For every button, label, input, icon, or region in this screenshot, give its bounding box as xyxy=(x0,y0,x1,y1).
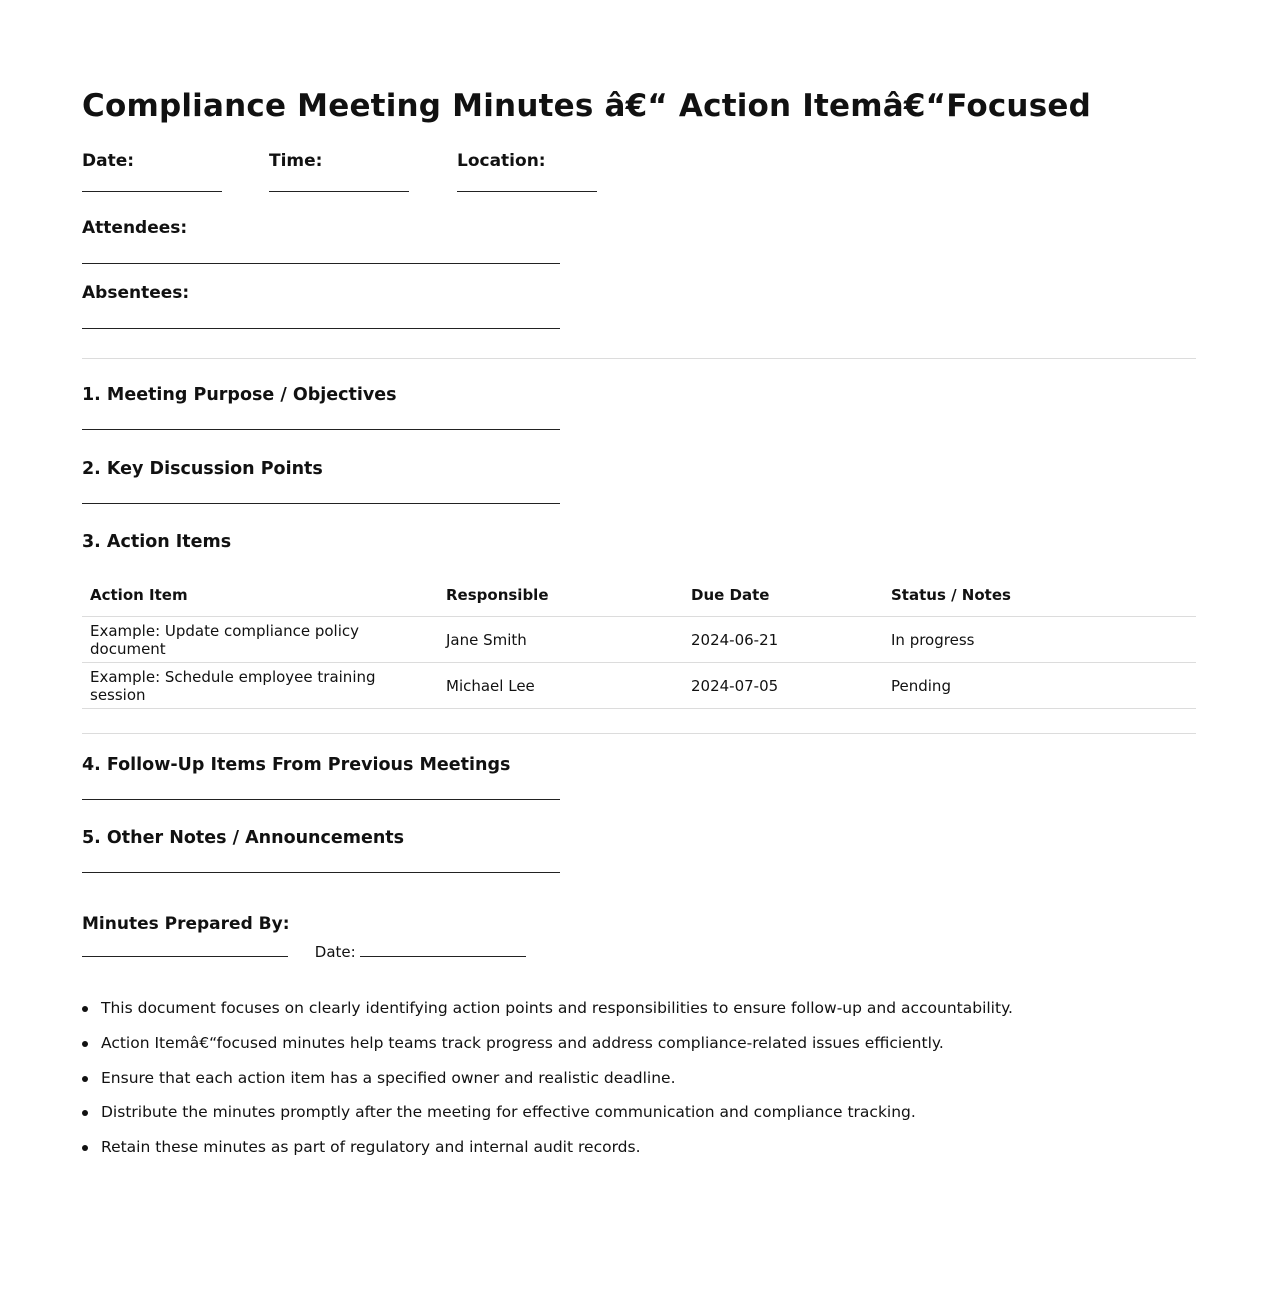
attendees-label: Attendees: xyxy=(82,218,188,238)
cell-status: In progress xyxy=(883,617,1196,663)
purpose-blank[interactable] xyxy=(82,429,560,430)
section-purpose-title: 1. Meeting Purpose / Objectives xyxy=(82,385,397,405)
list-item: Retain these minutes as part of regulatory and internal audit records. xyxy=(101,1136,1013,1171)
attendees-blank[interactable] xyxy=(82,263,560,264)
header-responsible: Responsible xyxy=(438,574,683,617)
bullet-icon xyxy=(82,1076,88,1082)
divider xyxy=(82,358,1196,359)
location-blank[interactable] xyxy=(457,191,597,192)
action-items-table xyxy=(82,574,1196,709)
bullet-icon xyxy=(82,1145,88,1151)
discussion-blank[interactable] xyxy=(82,503,560,504)
cell-due-date: 2024-06-21 xyxy=(683,617,883,663)
bullet-icon xyxy=(82,1006,88,1012)
page-title: Compliance Meeting Minutes â€“ Action Itemâ€“Focused xyxy=(82,88,1091,124)
table-row xyxy=(82,617,1196,663)
list-item: Ensure that each action item has a specified owner and realistic deadline. xyxy=(101,1067,1013,1102)
header-due-date: Due Date xyxy=(683,574,883,617)
cell-status: Pending xyxy=(883,663,1196,709)
location-label: Location: xyxy=(457,151,546,171)
absentees-blank[interactable] xyxy=(82,328,560,329)
cell-responsible: Jane Smith xyxy=(438,617,683,663)
section-discussion-title: 2. Key Discussion Points xyxy=(82,459,323,479)
cell-responsible: Michael Lee xyxy=(438,663,683,709)
divider xyxy=(82,733,1196,734)
attendees-field xyxy=(82,218,560,264)
bullet-icon xyxy=(82,1041,88,1047)
table-row xyxy=(82,663,1196,709)
section-action-items-title: 3. Action Items xyxy=(82,532,232,552)
notes-list xyxy=(82,997,1013,1171)
date-blank[interactable] xyxy=(82,191,222,192)
date-label: Date: xyxy=(82,151,135,171)
absentees-label: Absentees: xyxy=(82,283,190,303)
prepared-by-blank[interactable] xyxy=(82,956,288,957)
time-field xyxy=(269,151,409,192)
other-notes-blank[interactable] xyxy=(82,872,560,873)
section-follow-up xyxy=(82,755,560,800)
time-blank[interactable] xyxy=(269,191,409,192)
date-field xyxy=(82,151,222,192)
section-other-notes xyxy=(82,828,560,873)
cell-action-item: Example: Update compliance policy document xyxy=(82,617,438,663)
absentees-field xyxy=(82,283,560,329)
signature-date-blank[interactable] xyxy=(360,956,526,957)
signature-block xyxy=(82,914,526,961)
header-action-item: Action Item xyxy=(82,574,438,617)
cell-due-date: 2024-07-05 xyxy=(683,663,883,709)
header-status: Status / Notes xyxy=(883,574,1196,617)
cell-action-item: Example: Schedule employee training session xyxy=(82,663,438,709)
prepared-by-label: Minutes Prepared By: xyxy=(82,914,290,934)
list-item: Distribute the minutes promptly after the meeting for effective communication and compliance tracking. xyxy=(101,1101,1013,1136)
section-purpose xyxy=(82,385,560,430)
follow-up-blank[interactable] xyxy=(82,799,560,800)
location-field xyxy=(457,151,597,192)
signature-date-label: Date: xyxy=(314,943,356,961)
table-header-row xyxy=(82,574,1196,617)
section-other-notes-title: 5. Other Notes / Announcements xyxy=(82,828,405,848)
list-item: Action Itemâ€“focused minutes help teams track progress and address compliance-related issues efficiently. xyxy=(101,1032,1013,1067)
section-discussion xyxy=(82,459,560,504)
section-follow-up-title: 4. Follow-Up Items From Previous Meetings xyxy=(82,755,511,775)
time-label: Time: xyxy=(269,151,323,171)
list-item: This document focuses on clearly identifying action points and responsibilities to ensure follow-up and accountability. xyxy=(101,997,1013,1032)
bullet-icon xyxy=(82,1110,88,1116)
section-action-items xyxy=(82,532,231,552)
